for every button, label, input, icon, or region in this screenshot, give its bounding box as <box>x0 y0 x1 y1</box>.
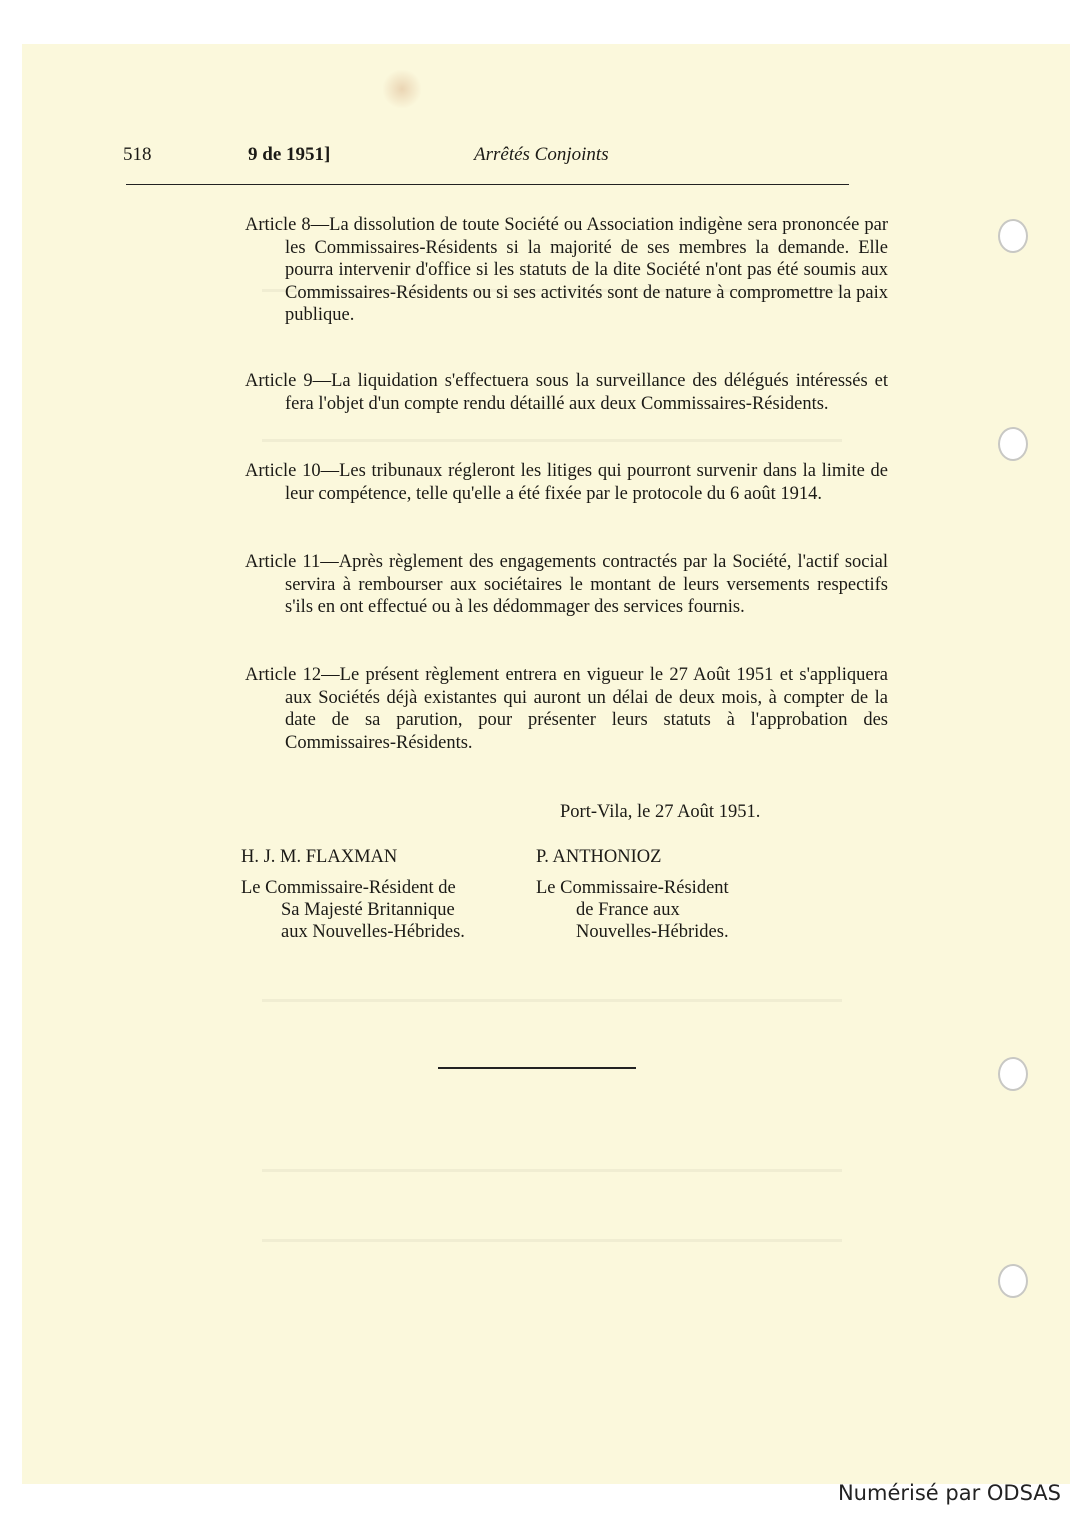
punch-hole <box>998 427 1028 461</box>
signatory-name-right: P. ANTHONIOZ <box>536 847 662 867</box>
title-line: Nouvelles-Hébrides. <box>576 922 729 942</box>
article-12: Article 12—Le présent règlement entrera en vigueur le 27 Août 1951 et s'appliquera aux Sociétés déjà existantes qui auront un délai de deux mois, à compter de la date de sa parution, pour présenter leurs statuts à l'approbation des Commissaires-Résidents. <box>245 665 888 753</box>
place-date: Port-Vila, le 27 Août 1951. <box>560 802 761 822</box>
title-line: Sa Majesté Britannique <box>281 900 455 920</box>
header-title: Arrêtés Conjoints <box>474 144 609 165</box>
article-9: Article 9—La liquidation s'effectuera sous la surveillance des délégués intéressés et fera l'objet d'un compte rendu détaillé aux deux Commissaires-Résidents. <box>245 371 888 414</box>
bleed-through-line <box>262 439 842 442</box>
bleed-through-line <box>262 999 842 1002</box>
punch-hole <box>998 219 1028 253</box>
page-number: 518 <box>123 144 152 165</box>
signatory-name-left: H. J. M. FLAXMAN <box>241 847 398 867</box>
punch-hole <box>998 1057 1028 1091</box>
article-11: Article 11—Après règlement des engagements contractés par la Société, l'actif social servira à rembourser aux sociétaires le montant de leurs versements respectifs s'ils en ont effectué ou à les dédommager des services fournis. <box>245 552 888 617</box>
title-line: Le Commissaire-Résident <box>536 878 729 898</box>
header-reference: 9 de 1951] <box>248 144 331 165</box>
signatory-title-right <box>536 877 729 943</box>
end-rule <box>438 1067 636 1069</box>
signatory-title-left <box>241 877 465 943</box>
title-line: de France aux <box>576 900 680 920</box>
title-line: Le Commissaire-Résident de <box>241 878 456 898</box>
bleed-through-line <box>262 1239 842 1242</box>
digitization-credit: Numérisé par ODSAS <box>837 1481 1061 1505</box>
header-rule <box>126 184 849 185</box>
scanned-page <box>22 44 1070 1484</box>
article-8: Article 8—La dissolution de toute Société ou Association indigène sera prononcée par les Commissaires-Résidents si la majorité de ses membres la demande. Elle pourra intervenir d'office si les statuts de la dite Société n'ont pas été soumis aux Commissaires-Résidents ou si ses activités sont de nature à compromettre la paix publique. <box>245 215 888 325</box>
paper-stain <box>382 69 422 109</box>
title-line: aux Nouvelles-Hébrides. <box>281 922 465 942</box>
bleed-through-line <box>262 1169 842 1172</box>
article-10: Article 10—Les tribunaux régleront les litiges qui pourront survenir dans la limite de leur compétence, telle qu'elle a été fixée par le protocole du 6 août 1914. <box>245 461 888 504</box>
punch-hole <box>998 1264 1028 1298</box>
